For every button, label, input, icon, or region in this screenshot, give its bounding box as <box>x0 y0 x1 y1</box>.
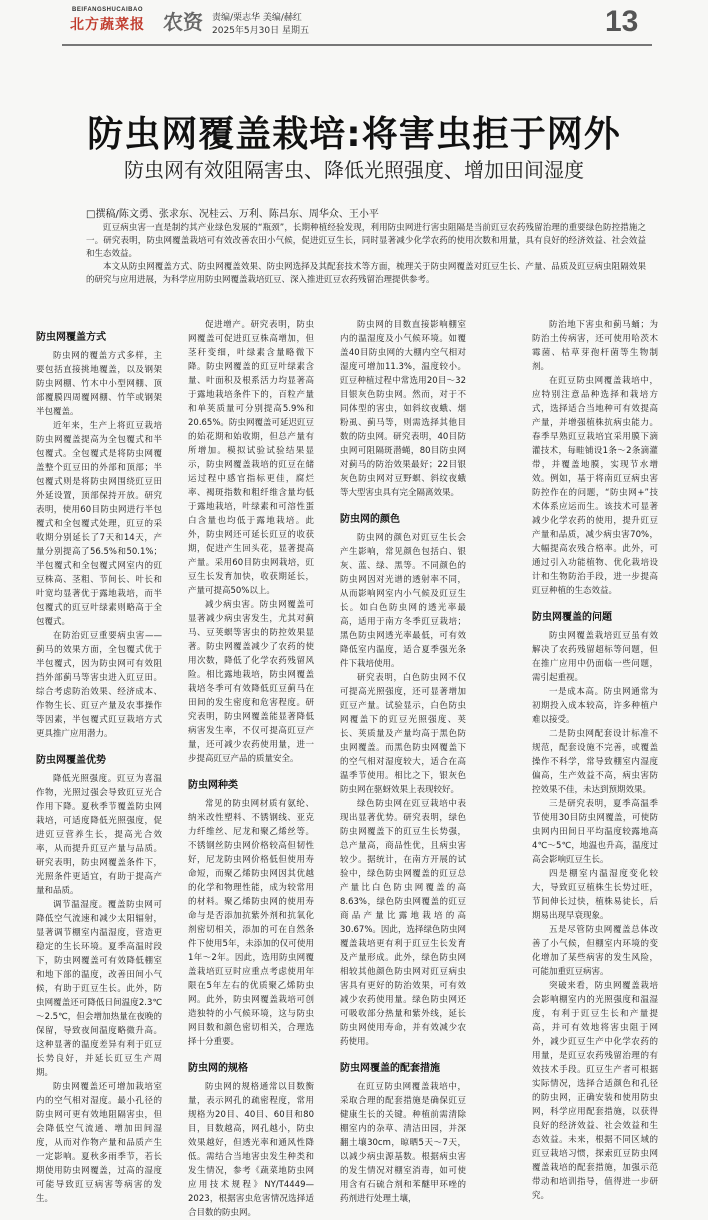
body-paragraph: 防虫网的颜色对豇豆生长会产生影响，常见颜色包括白、银灰、蓝、绿、黑等。不同颜色的防虫网因对光谱的透射率不同，从而影响网室内小气候及豇豆生长。如白色防虫网的透光率最高，适用于南方冬季豇豆栽培；黑色防虫网透光率最低，可有效降低室内温度，适合夏季强光条件下栽培使用。 <box>340 533 466 669</box>
body-paragraph: 降低光照强度。豇豆为喜温作物，光照过强会导致豇豆光合作用下降。夏秋季节覆盖防虫网栽培，可适度降低光照强度，促进豇豆营养生长，提高光合效率，从而提升豇豆产量与品质。研究表明，防虫网覆盖条件下，光照条件更适宜，有助于提高产量和品质。 <box>36 774 162 896</box>
body-paragraph: 在豇豆防虫网覆盖栽培中，应特别注意品种选择和栽培方式，选择适合当地种可有效提高产量，并增强植株抗病虫能力。春季早熟豇豆栽培宜采用膜下滴灌技术，每畦铺设1条～2条滴灌带，并覆盖地膜，实现节水增效。例如，基于将南豇豆病虫害防控作在的问题，“防虫网+”技术体系应运而生。该技术可显著减少化学农药的使用，提升豇豆产量和品质，减少病虫害70%，大幅提高农残合格率。此外，可通过引入功能植物、优化栽培设计和生物防治手段，进一步提高豇豆种植的生态效益。 <box>532 376 658 596</box>
masthead-divider <box>62 44 652 46</box>
body-paragraph: 防治地下害虫和蓟马蛹；为防治土传病害，还可使用哈茨木霉菌、枯草芽孢杆菌等生物制剂。 <box>532 320 658 372</box>
body-paragraph: 防虫网覆盖栽培豇豆虽有效解决了农药残留超标等问题，但在推广应用中仍面临一些问题，需引起重视。 <box>532 631 658 683</box>
paper-pinyin: BEIFANGSHUCAIBAO <box>72 7 144 13</box>
section-heading: 防虫网覆盖的问题 <box>532 612 612 623</box>
article-lead <box>86 222 646 287</box>
body-paragraph: 防虫网的覆盖方式多样，主要包括直接挑地覆盖，以及钢架防虫网棚、竹木中小型网棚、顶部覆膜四周覆网棚、竹竿或钢架半包覆盖。 <box>36 351 162 417</box>
editors-line: 责编/栗志华 美编/赫红 <box>212 13 302 23</box>
body-paragraph: 防虫网的规格通常以目数衡量，表示网孔的疏密程度，常用规格为20目、40目、60目和80目，目数越高，网孔越小，防虫效果越好，但透光率和通风性降低。需结合当地害虫发生种类和发生情况，参考《蔬菜地防虫网应用技术规程》NY/T4449—2023，根据害虫危害情况选择适合目数的防虫网。 <box>188 1082 314 1218</box>
body-paragraph: 常见的防虫网材质有氨纶、纳米改性塑料、不锈钢线、亚克力纤维丝、尼龙和聚乙烯丝等。不锈钢丝防虫网价格较高但韧性好，尼龙防虫网价格低但使用寿命短，而聚乙烯防虫网因其优越的化学和物理性能，成为较常用的材料。聚乙烯防虫网的使用寿命与是否添加抗紫外剂和抗氧化剂密切相关，添加的可在自然条件下使用5年，未添加的仅可使用1年～2年。因此，选用防虫网覆盖栽培豇豆时应重点考虑使用年限在5年左右的优质聚乙烯防虫网。此外，防虫网覆盖栽培可创造独特的小气候环境，这与防虫网目数和颜色密切相关，合理选择十分重要。 <box>188 799 314 1047</box>
body-paragraph: 近年来，生产上将豇豆栽培防虫网覆盖提高为全包覆式和半包覆式。全包覆式是将防虫网覆盖整个豇豆田的外部和顶部；半包覆式则是将防虫网围绕豇豆田外延设置，顶部保持开放。研究表明，使用60目防虫网进行半包覆式和全包覆式处理，豇豆的采收期分别延长了7天和14天，产量分别提高了56.5%和50.1%；半包覆式和全包覆式网室内的豇豆株高、茎粗、节间长、叶长和叶宽均显著优于露地栽培，而半包覆式的豇豆叶绿素则略高于全包覆式。 <box>36 421 162 627</box>
date-line: 2025年5月30日 星期五 <box>212 26 309 36</box>
section-heading: 防虫网覆盖优势 <box>36 755 106 766</box>
body-paragraph: 二是防虫网配套设计标准不规范，配套设施不完善，或覆盖操作不科学，常导致棚室内湿度偏高，生产效益不高，病虫害防控效果不佳，未达到预期效果。 <box>532 729 658 795</box>
body-paragraph: 四是棚室内温湿度变化较大，导致豇豆植株生长势过旺，节间伸长过快，植株易徒长，后期易出现早衰现象。 <box>532 869 658 921</box>
body-paragraph: 在防治豇豆重要病虫害——蓟马的效果方面，全包覆式优于半包覆式，因为防虫网可有效阻挡外部蓟马等害虫进入豇豆田。综合考虑防治效果、经济成本、作物生长、豇豆产量及农事操作等因素，半包覆式豇豆栽培方式更具推广应用潜力。 <box>36 631 162 739</box>
page-number: 13 <box>605 5 639 38</box>
body-paragraph: 绿色防虫网在豇豆栽培中表现出显著优势。研究表明，绿色防虫网覆盖下的豇豆生长势强，总产量高，商品性优，且病虫害较少。据统计，在南方开展的试验中，绿色防虫网覆盖的豇豆总产量比白色防虫网覆盖的高8.63%，绿色防虫网覆盖的豇豆商品产量比露地栽培的高30.67%。因此，选择绿色防虫网覆盖栽培更有利于豇豆生长发育及产量形成。此外，绿色防虫网相较其他颜色防虫网对豇豆病虫害具有更好的防治效果，可有效减少农药使用量。绿色防虫网还可吸收部分热量和紫外线，延长防虫网使用寿命，并有效减少农药使用。 <box>340 799 466 1047</box>
article-headline: 防虫网覆盖栽培:将害虫拒于网外 <box>87 114 621 155</box>
body-paragraph: 在豇豆防虫网覆盖栽培中，采取合理的配套措施是确保豇豆健康生长的关键。种植前需清除棚室内的杂草、清洁田园，并深翻土壤30cm，晾晒5天～7天，以减少病虫源基数。根据病虫害的发生情况对棚室消毒，如可使用含有石硫合剂和苯醚甲环唑的药剂进行处理土壤， <box>340 1082 466 1204</box>
section-heading: 防虫网覆盖的配套措施 <box>340 1063 440 1074</box>
body-paragraph: 促进增产。研究表明，防虫网覆盖可促进豇豆株高增加，但茎秆变细，叶绿素含量略微下降。防虫网覆盖的豇豆叶绿素含量、叶面积及根系活力均显著高于露地栽培条件下的，百粒产量和单荚质量可分别提高5.9%和20.65%。防虫网覆盖可延迟豇豆的始花期和始收期，但总产量有所增加。模拟试验试验结果显示，防虫网覆盖栽培的豇豆在储运过程中感官指标更佳，腐烂率、褐斑指数和粗纤维含量均低于露地栽培，叶绿素和可溶性蛋白含量也均低于露地栽培。此外，防虫网还可延长豇豆的收获期，促进产生回头花，显著提高产量。采用60目防虫网栽培，豇豆生长发育加快，收获期延长，产量可提高50%以上。 <box>188 320 314 596</box>
column-1 <box>36 318 162 1204</box>
section-heading: 防虫网覆盖方式 <box>36 332 106 343</box>
body-paragraph: 三是研究表明，夏季高温季节使用30目防虫网覆盖，可使防虫网内田间日平均温度较露地高4℃～5℃，地温也升高，温度过高会影响豇豆生长。 <box>532 799 658 865</box>
lead-paragraph: 本文从防虫网覆盖方式、防虫网覆盖效果、防虫网选择及其配套技术等方面，梳理关于防虫网覆盖对豇豆生长、产量、品质及豇豆病虫阻隔效果的研究与应用进展，为科学应用防虫网覆盖栽培豇豆、深入推进豇豆农药残留治理提供参考。 <box>86 262 646 285</box>
body-paragraph: 五是尽管防虫网覆盖总体改善了小气候，但棚室内环境的变化增加了某些病害的发生风险，可能加重豇豆病害。 <box>532 925 658 977</box>
body-paragraph: 突破来看，防虫网覆盖栽培会影响棚室内的光照强度和温湿度，有利于豇豆生长和产量提高，并可有效地将害虫阻于网外，减少豇豆生产中化学农药的用量，是豇豆农药残留治理的有效技术手段。豇豆生产者可根据实际情况，选择合适颜色和孔径的防虫网，正确安装和使用防虫网，科学应用配套措施，以获得良好的经济效益、社会效益和生态效益。未来，根据不同区域的豇豆栽培习惯，探索豇豆防虫网覆盖栽培的配套措施，加强示范带动和培训指导，值得进一步研究。 <box>532 981 658 1201</box>
body-paragraph: 防虫网的目数直接影响棚室内的温湿度及小气候环境。如覆盖40目防虫网的大棚内空气相对湿度可增加11.3%，温度较小。豇豆种植过程中常选用20目～32目银灰色防虫网。然而，对于不同体型的害虫，如斜纹夜蛾、烟粉虱、蓟马等，则需选择其他目数的防虫网。研究表明，40目防虫网可阻隔斑潜蝇，80目防虫网对蓟马的防治效果最好；22目银灰色防虫网对豆野螟、斜纹夜蛾等大型害虫具有完全隔离效果。 <box>340 320 466 498</box>
column-2 <box>188 318 314 1218</box>
section-heading: 防虫网的规格 <box>188 1063 248 1074</box>
body-paragraph: 防虫网覆盖还可增加栽培室内的空气相对湿度。最小孔径的防虫网可更有效地阻隔害虫，但会降低空气流通、增加田间湿度，从而对作物产量和品质产生一定影响。夏秋多雨季节，若长期使用防虫网覆盖，过高的湿度可能导致豇豆病害等病害的发生。 <box>36 1082 162 1204</box>
column-3 <box>340 318 466 1204</box>
article-subheadline: 防虫网有效阻隔害虫、降低光照强度、增加田间湿度 <box>124 158 584 182</box>
body-paragraph: 研究表明，白色防虫网不仅可提高光照强度，还可显著增加豇豆产量。试验显示，白色防虫网覆盖下的豇豆光照强度、荚长、荚质量及产量均高于黑色防虫网覆盖。而黑色防虫网覆盖下的空气相对湿度较大，适合在高温季节使用。相比之下，银灰色防虫网在驱蚜效果上表现较好。 <box>340 673 466 795</box>
body-paragraph: 调节温湿度。覆盖防虫网可降低空气流速和减少太阳辐射，显著调节棚室内温湿度，营造更稳定的生长环境。夏季高温时段下，防虫网覆盖可有效降低棚室和地下部的温度，改善田间小气候，有助于豇豆生长。此外，防虫网覆盖还可降低日间温度2.3℃～2.5℃，但会增加热量在夜晚的保留，导致夜间温度略微升高。这种显著的温度差异有利于豇豆长势良好，并延长豇豆生产周期。 <box>36 900 162 1078</box>
article-byline: □撰稿/陈文勇、张求东、况桂云、万利、陈昌东、周华众、王小平 <box>86 209 379 220</box>
body-paragraph: 一是成本高。防虫网通常为初期投入成本较高，许多种植户难以接受。 <box>532 687 658 725</box>
section-heading: 防虫网的颜色 <box>340 514 400 525</box>
column-4 <box>532 318 658 1201</box>
paper-logo: 北方蔬菜报 <box>70 17 145 33</box>
masthead <box>0 0 708 40</box>
lead-paragraph: 豇豆病虫害一直是制约其产业绿色发展的“瓶颈”，长期种植经验发现，利用防虫网进行害虫阻隔是当前豇豆农药残留治理的重要绿色防控措施之一。研究表明，防虫网覆盖栽培可有效改善农田小气候，促进豇豆生长，同时显著减少化学农药的使用次数和用量，具有良好的经济效益、社会效益和生态效益。 <box>86 223 646 259</box>
section-heading: 防虫网种类 <box>188 780 238 791</box>
section-name: 农资 <box>163 10 203 34</box>
body-paragraph: 减少病虫害。防虫网覆盖可显著减少病虫害发生，尤其对蓟马、豆荚螟等害虫的防控效果显著。防虫网覆盖减少了农药的使用次数，降低了化学农药残留风险。相比露地栽培，防虫网覆盖栽培冬季可有效降低豇豆蓟马在田间的发生密度和危害程度。研究表明，防虫网覆盖能显著降低病害发生率，不仅可提高豇豆产量，还可减少农药使用量，进一步提高豇豆产品的质量安全。 <box>188 600 314 764</box>
